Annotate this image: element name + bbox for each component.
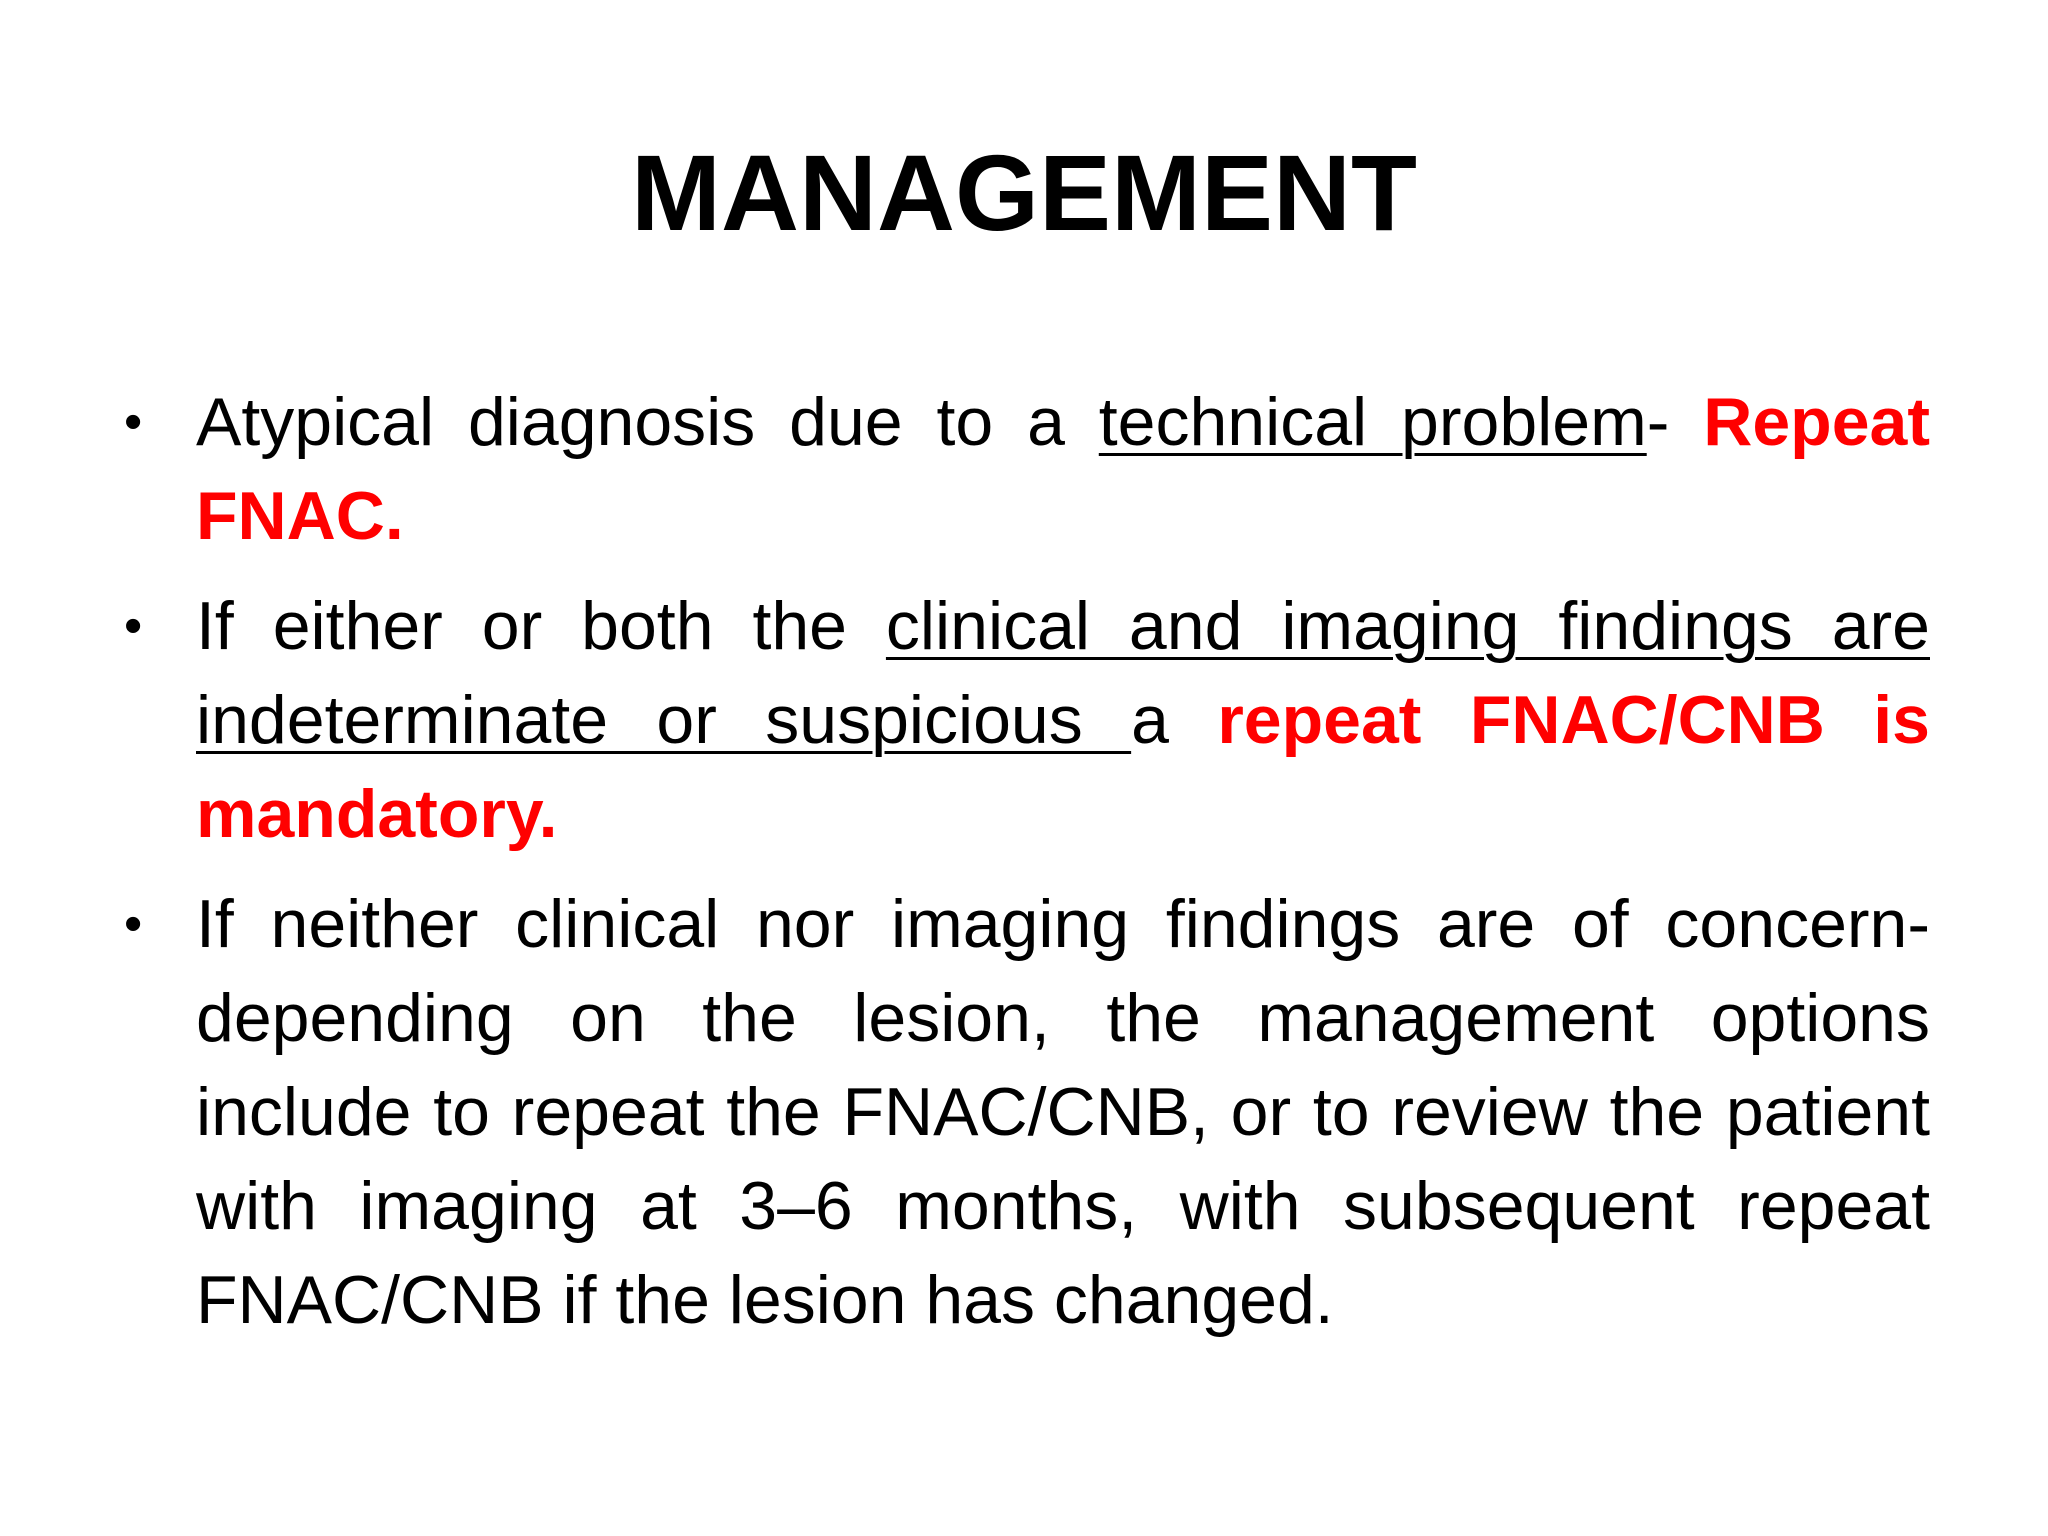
bullet-list <box>120 375 1930 1347</box>
bullet-2-highlight: repeat FNAC/CNB is mandatory. <box>196 682 1930 852</box>
bullet-2-connector: a <box>1131 682 1218 758</box>
bullet-icon: • <box>124 895 143 953</box>
bullet-icon: • <box>124 393 143 451</box>
bullet-item-3 <box>120 877 1930 1347</box>
bullet-item-1 <box>120 375 1930 563</box>
bullet-1-underlined: technical problem <box>1098 384 1647 460</box>
bullet-1-dash: - <box>1646 384 1704 460</box>
bullet-3-text: If neither clinical nor imaging findings are of concern-depending on the lesion, the management options include to repeat the FNAC/CNB, or to review the patient with imaging at 3–6 months, with subsequent repeat FNAC/CNB if the lesion has changed. <box>196 886 1930 1338</box>
slide-body <box>120 375 1930 1363</box>
bullet-item-2 <box>120 579 1930 861</box>
slide-title: MANAGEMENT <box>631 132 1417 253</box>
bullet-2-underlined: clinical and imaging findings are indeterminate or suspicious <box>196 588 1930 758</box>
bullet-icon: • <box>124 597 143 655</box>
bullet-1-highlight: Repeat FNAC. <box>196 384 1930 554</box>
bullet-2-text: If either or both the <box>196 588 886 664</box>
bullet-1-text: Atypical diagnosis due to a <box>196 384 1099 460</box>
